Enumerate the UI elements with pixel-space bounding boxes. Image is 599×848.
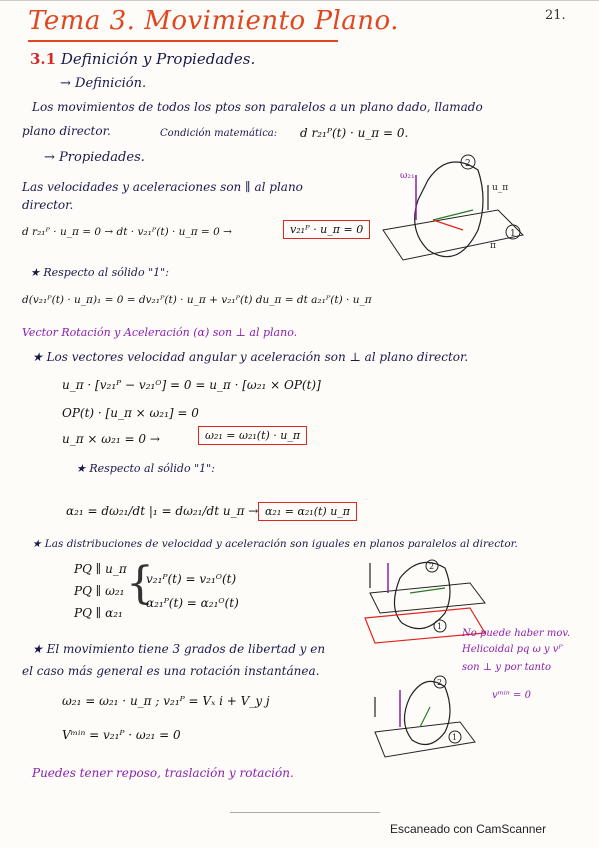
properties-line-1: Las velocidades y aceleraciones son ∥ al plano [22, 180, 303, 194]
properties-boxed-result: v₂₁ᴾ · u_π = 0 [283, 220, 370, 239]
section-number: 3.1 [30, 50, 57, 68]
figure-3-label-1: 1 [452, 733, 458, 742]
star-3-line-1: ★ El movimiento tiene 3 grados de libertad y en [32, 642, 326, 656]
definition-line-2b: Condición matemática: [160, 128, 278, 139]
figure-1-omega-label: ω₂₁ [400, 171, 415, 181]
figure-1-label-2: 2 [465, 159, 471, 169]
rigid-body-figure-1 [378, 150, 528, 270]
top-rule [0, 0, 599, 1]
star-1-boxed-result-2: α₂₁ = α₂₁(t) u_π [258, 502, 357, 521]
margin-note-3: son ⊥ y por tanto [462, 662, 552, 673]
figure-1-label-1: 1 [510, 229, 516, 239]
star-2-left-1: PQ ∥ u_π [74, 562, 127, 576]
star-3-equation-1: ω₂₁ = ω₂₁ · u_π ; v₂₁ᴾ = Vₓ i + V_y j [62, 694, 270, 708]
star-1-solid-heading: ★ Respecto al sólido "1": [76, 462, 215, 475]
page-number: 21. [545, 8, 566, 23]
margin-note-1: No puede haber mov. [462, 628, 571, 639]
bottom-rule [230, 812, 380, 813]
purple-note: Vector Rotación y Aceleración (α) son ⊥ al plano. [22, 326, 298, 339]
star-3-line-2: el caso más general es una rotación instantánea. [22, 664, 320, 678]
definition-heading: → Definición. [60, 76, 147, 91]
star-2-right-1: v₂₁ᴾ(t) = v₂₁ᴼ(t) [146, 572, 237, 586]
properties-line-2: director. [22, 198, 74, 212]
star-1-statement: ★ Los vectores velocidad angular y aceleración son ⊥ al plano director. [32, 350, 469, 364]
figure-2-label-1: 1 [437, 622, 443, 631]
star-2-right-2: α₂₁ᴾ(t) = α₂₁ᴼ(t) [146, 596, 239, 610]
star-2-left-3: PQ ∥ α₂₁ [74, 606, 123, 620]
figure-3-label-2: 2 [437, 678, 443, 687]
figure-1-u-label: u_π [492, 183, 509, 193]
properties-heading: → Propiedades. [44, 150, 145, 165]
star-3-equation-2: Vᵐⁱⁿ = v₂₁ᴾ · ω₂₁ = 0 [62, 728, 181, 742]
section-heading [30, 50, 255, 68]
solid-equation: d(v₂₁ᴾ(t) · u_π)₁ = 0 = dv₂₁ᴾ(t) · u_π + v₂₁ᴾ(t) du_π = dt a₂₁ᴾ(t) · u_π [22, 294, 372, 306]
star-1-equation-3: u_π × ω₂₁ = 0 → [62, 432, 160, 446]
star-1-equation-1: u_π · [v₂₁ᴾ − v₂₁ᴼ] = 0 = u_π · [ω₂₁ × OP(t)] [62, 378, 321, 392]
definition-line-2a: plano director. [22, 124, 111, 138]
rigid-body-figure-3 [370, 672, 480, 762]
page-title: Tema 3. Movimiento Plano. [28, 6, 399, 36]
section-title: Definición y Propiedades. [60, 50, 256, 68]
star-1-equation-2: OP(t) · [u_π × ω₂₁] = 0 [62, 406, 199, 420]
star-2-brace: { [126, 558, 154, 609]
star-2-left-2: PQ ∥ ω₂₁ [74, 584, 125, 598]
final-note: Puedes tener reposo, traslación y rotación. [32, 766, 294, 780]
properties-equation-1: d r₂₁ᴾ · u_π = 0 → dt · v₂₁ᴾ(t) · u_π = 0 → [22, 226, 232, 238]
star-2-statement: ★ Las distribuciones de velocidad y aceleración son iguales en planos paralelos al director. [32, 538, 518, 550]
title-underline [28, 40, 338, 42]
star-1-boxed-result: ω₂₁ = ω₂₁(t) · u_π [198, 426, 307, 445]
scanner-footer: Escaneado con CamScanner [390, 822, 547, 836]
star-1-equation-4: α₂₁ = dω₂₁/dt |₁ = dω₂₁/dt u_π → [66, 504, 259, 518]
margin-note-2: Helicoidal pq ω y vᴾ [462, 644, 563, 655]
figure-1-pi-label: π [490, 241, 496, 251]
solid-heading: ★ Respecto al sólido "1": [30, 266, 169, 279]
definition-condition: d r₂₁ᴾ(t) · u_π = 0. [300, 126, 409, 140]
margin-note-4: vᵐⁱⁿ = 0 [492, 690, 531, 701]
figure-2-label-2: 2 [429, 562, 435, 571]
definition-line-1: Los movimientos de todos los ptos son paralelos a un plano dado, llamado [32, 100, 483, 114]
